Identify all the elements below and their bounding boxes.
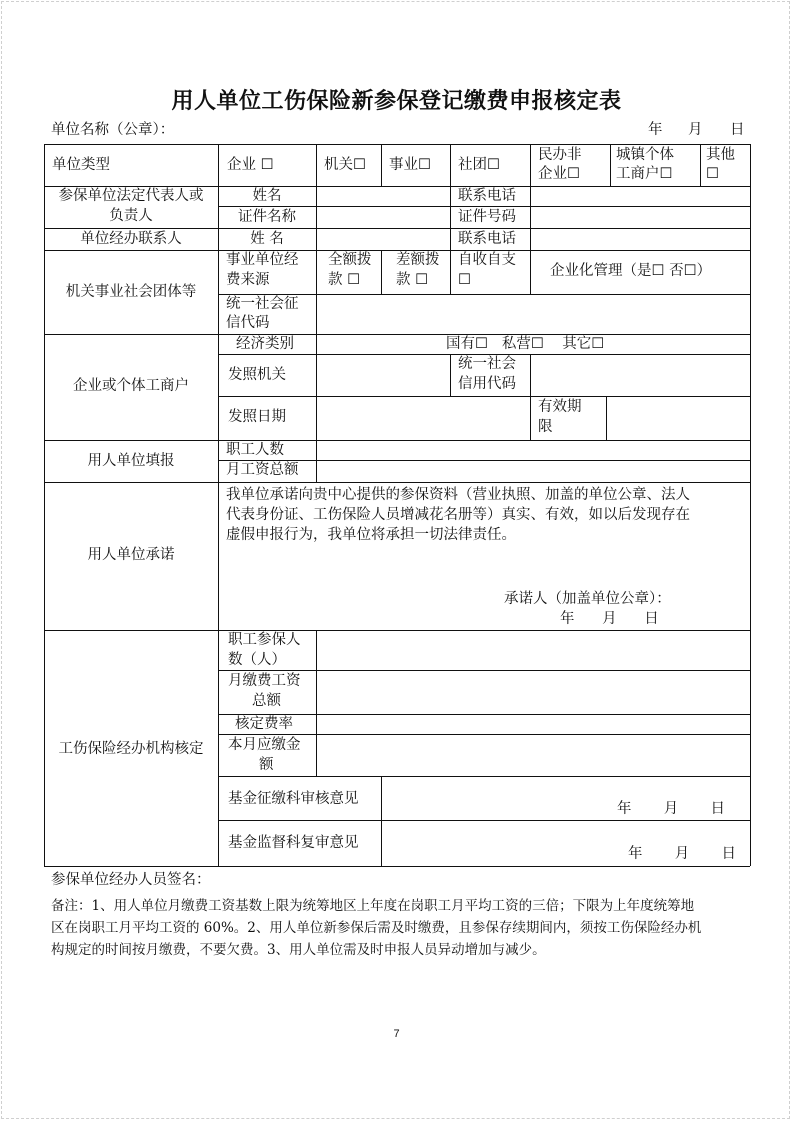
monthly-contribution-wage-label-line2: 总额 xyxy=(252,693,281,709)
issue-date-label: 发照日期 xyxy=(228,409,286,425)
registration-table xyxy=(44,144,750,866)
legal-rep-label-line2: 负责人 xyxy=(109,208,153,224)
header-month: 月 xyxy=(688,122,703,138)
unit-type-individual-business-label: 城镇个体 xyxy=(616,147,674,163)
promise-text-line3: 虚假申报行为，我单位将承担一切法律责任。 xyxy=(226,527,516,543)
legal-rep-name-label: 姓名 xyxy=(252,188,282,204)
page-number: 7 xyxy=(393,1028,400,1040)
approved-rate-label: 核定费率 xyxy=(235,716,293,732)
contact-name-label: 姓 名 xyxy=(250,231,284,247)
legal-rep-id-type-label: 证件名称 xyxy=(238,209,296,225)
notes-line2: 区在岗职工月平均工资的 60%。2、用人单位新参保后需及时缴费，且参保存续期间内，须按工伤保险经办机 xyxy=(51,920,702,936)
monthly-wage-total-label: 月工资总额 xyxy=(226,462,299,478)
insured-workers-label: 职工参保人 xyxy=(228,632,301,648)
unit-type-public-institution-checkbox[interactable]: 事业☐ xyxy=(389,157,431,173)
enterprise-label: 企业或个体工商户 xyxy=(73,378,189,394)
collection-review-date: 年 月 日 xyxy=(617,801,726,817)
insured-workers-label-line2: 数（人） xyxy=(228,652,286,668)
unit-type-private-nonenterprise-label: 民办非 xyxy=(538,147,582,163)
enterprise-management-checkbox[interactable]: 企业化管理（是☐ 否☐） xyxy=(550,263,712,279)
notes-line3: 构规定的时间按月缴费，不要欠费。3、用人单位需及时申报人员异动增加与减少。 xyxy=(51,942,546,958)
notes-line1: 备注：1、用人单位月缴费工资基数上限为统筹地区上年度在岗职工月平均工资的三倍；下限为上年度统筹地 xyxy=(51,898,695,914)
unit-type-individual-business-checkbox[interactable]: 工商户☐ xyxy=(616,166,673,182)
self-funded-checkbox[interactable]: ☐ xyxy=(458,272,471,288)
validity-period-label-line2: 限 xyxy=(538,419,553,435)
economic-type-label: 经济类别 xyxy=(236,336,294,352)
enterprise-credit-code-label: 统一社会 xyxy=(458,356,516,372)
unit-type-government-checkbox[interactable]: 机关☐ xyxy=(324,157,366,173)
employer-promise-label: 用人单位承诺 xyxy=(87,547,175,563)
unit-type-social-group-checkbox[interactable]: 社团☐ xyxy=(458,157,500,173)
worker-count-label: 职工人数 xyxy=(226,442,284,458)
form-title: 用人单位工伤保险新参保登记缴费申报核定表 xyxy=(171,89,622,114)
promise-signer-label: 承诺人（加盖单位公章）： xyxy=(504,591,671,607)
amount-due-label-line2: 额 xyxy=(259,757,274,773)
partial-appropriation-checkbox[interactable]: 款 ☐ xyxy=(396,272,429,288)
license-issuer-label: 发照机关 xyxy=(228,367,286,383)
amount-due-label: 本月应缴金 xyxy=(228,737,301,753)
contact-phone-label: 联系电话 xyxy=(458,231,516,247)
self-funded-label: 自收自支 xyxy=(458,252,516,268)
unit-type-label: 单位类型 xyxy=(52,157,110,173)
legal-rep-label: 参保单位法定代表人或 xyxy=(58,188,204,204)
supervision-recheck-date: 年 月 日 xyxy=(628,846,737,862)
full-appropriation-label: 全额拨 xyxy=(328,252,372,268)
monthly-contribution-wage-label: 月缴费工资 xyxy=(228,673,301,689)
economic-type-checkboxes[interactable]: 国有☐ 私营☐ 其它☐ xyxy=(446,336,605,352)
unit-type-other-checkbox[interactable]: ☐ xyxy=(706,166,719,182)
full-appropriation-checkbox[interactable]: 款 ☐ xyxy=(328,272,361,288)
promise-text-line1: 我单位承诺向贵中心提供的参保资料（营业执照、加盖的单位公章、法人 xyxy=(226,487,690,503)
header-year: 年 xyxy=(648,122,663,138)
funding-source-label: 事业单位经 xyxy=(226,252,299,268)
enterprise-credit-code-label-line2: 信用代码 xyxy=(458,376,516,392)
agency-review-label: 工伤保险经办机构核定 xyxy=(58,741,204,757)
promise-date: 年 月 日 xyxy=(560,611,659,627)
unit-type-other-label: 其他 xyxy=(706,147,735,163)
unit-type-private-nonenterprise-checkbox[interactable]: 企业☐ xyxy=(538,166,580,182)
header-day: 日 xyxy=(730,122,745,138)
legal-rep-phone-label: 联系电话 xyxy=(458,188,516,204)
institution-label: 机关事业社会团体等 xyxy=(65,284,197,300)
validity-period-label: 有效期 xyxy=(538,399,582,415)
operator-signature-label: 参保单位经办人员签名： xyxy=(51,872,211,888)
notes xyxy=(51,895,751,961)
contact-person-label: 单位经办联系人 xyxy=(80,231,182,247)
collection-review-label: 基金征缴科审核意见 xyxy=(228,791,359,807)
legal-rep-id-number-label: 证件号码 xyxy=(458,209,516,225)
partial-appropriation-label: 差额拨 xyxy=(396,252,440,268)
promise-text-line2: 代表身份证、工伤保险人员增减花名册等）真实、有效，如以后发现存在 xyxy=(226,507,690,523)
unit-name-label: 单位名称（公章）： xyxy=(51,122,175,138)
employer-fill-label: 用人单位填报 xyxy=(87,453,175,469)
funding-source-label-line2: 费来源 xyxy=(226,272,270,288)
institution-credit-code-label: 统一社会征 xyxy=(226,296,299,312)
unit-type-enterprise-checkbox[interactable]: 企业 ☐ xyxy=(227,157,274,173)
supervision-recheck-label: 基金监督科复审意见 xyxy=(228,835,359,851)
institution-credit-code-label-line2: 信代码 xyxy=(226,315,270,331)
